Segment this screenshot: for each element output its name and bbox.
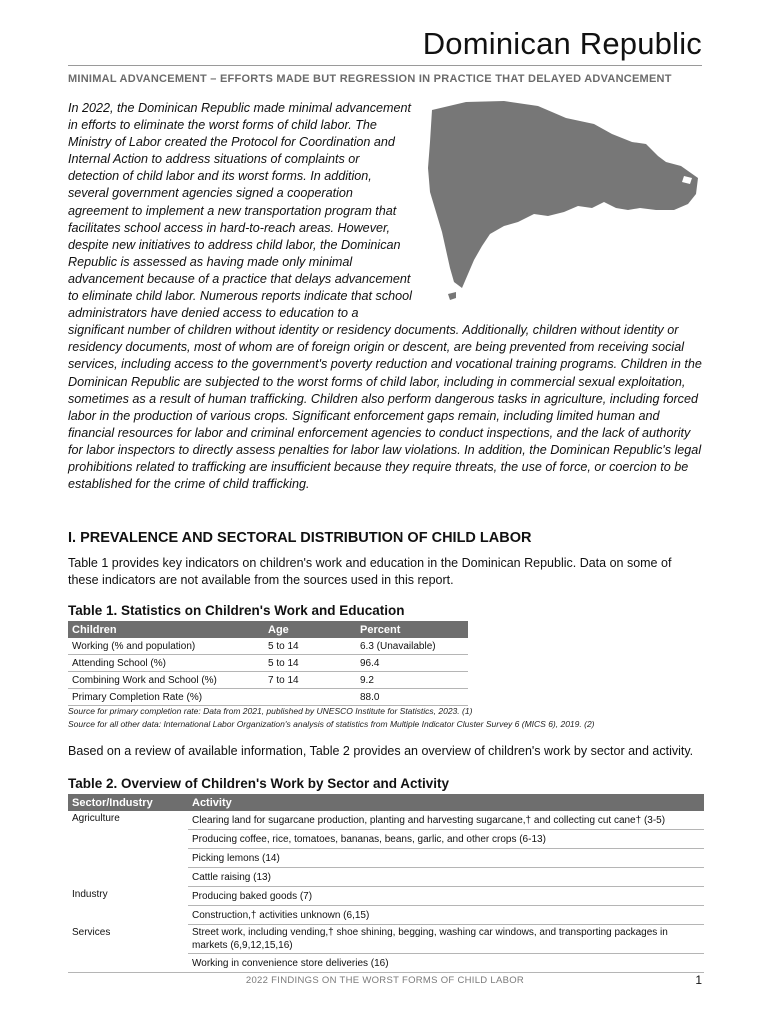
cell-percent: 6.3 (Unavailable)	[356, 638, 468, 655]
section-paragraph: Table 1 provides key indicators on children's work and education in the Dominican Republic. Data on some of these indicators are not available from the sources used in this report.	[68, 556, 672, 587]
assessment-level: MINIMAL ADVANCEMENT – EFFORTS MADE BUT REGRESSION IN PRACTICE THAT DELAYED ADVANCEMENT	[68, 73, 672, 85]
table-row	[68, 689, 468, 706]
header-children: Children	[68, 621, 264, 638]
table2-intro-paragraph: Based on a review of available information, Table 2 provides an overview of children's work by sector and activity.	[68, 744, 694, 758]
header-percent: Percent	[356, 621, 468, 638]
section-heading: I. PREVALENCE AND SECTORAL DISTRIBUTION OF CHILD LABOR	[68, 530, 532, 546]
table-row	[68, 887, 704, 906]
cell-age: 7 to 14	[264, 672, 356, 689]
header-age: Age	[264, 621, 356, 638]
cell-children: Combining Work and School (%)	[68, 672, 264, 689]
table2-title: Table 2. Overview of Children's Work by Sector and Activity	[68, 776, 450, 791]
cell-activity: Clearing land for sugarcane production, planting and harvesting sugarcane,† and collecting cut cane† (3-5)	[188, 811, 704, 830]
cell-activity: Construction,† activities unknown (6,15)	[188, 906, 704, 925]
cell-children: Attending School (%)	[68, 655, 264, 672]
table-row	[68, 638, 468, 655]
country-title: Dominican Republic	[422, 26, 702, 61]
cell-sector: Agriculture	[72, 813, 120, 824]
table1-source-other: Source for all other data: International Labor Organization's analysis of statistics from Multiple Indicator Cluster Survey 6 (MICS 6), 2019. (2)	[68, 719, 595, 729]
table-header-row	[68, 794, 704, 811]
table-header-row	[68, 621, 468, 638]
map-spacer	[412, 100, 704, 322]
table-row	[68, 672, 468, 689]
title-divider	[68, 65, 702, 66]
cell-activity: Street work, including vending,† shoe shining, begging, washing car windows, and transporting packages in markets (6,9,12,15,16)	[188, 925, 704, 954]
table-row	[68, 811, 704, 830]
table1-title: Table 1. Statistics on Children's Work and Education	[68, 603, 405, 618]
table-row	[68, 925, 704, 954]
page-number: 1	[695, 973, 702, 987]
intro-section	[68, 100, 704, 493]
cell-children: Working (% and population)	[68, 638, 264, 655]
cell-activity: Producing baked goods (7)	[188, 887, 704, 906]
sector-activity-table	[68, 794, 704, 973]
table1-source-primary: Source for primary completion rate: Data from 2021, published by UNESCO Institute for Statistics, 2023. (1)	[68, 706, 473, 716]
cell-age: 5 to 14	[264, 638, 356, 655]
header-activity: Activity	[188, 794, 704, 811]
cell-children: Primary Completion Rate (%)	[68, 689, 264, 706]
cell-percent: 88.0	[356, 689, 468, 706]
cell-activity: Producing coffee, rice, tomatoes, bananas, beans, garlic, and other crops (6-13)	[188, 830, 704, 849]
cell-percent: 9.2	[356, 672, 468, 689]
intro-paragraph: In 2022, the Dominican Republic made minimal advancement in efforts to eliminate the worst forms of child labor. The Ministry of Labor created the Protocol for Coordination and Internal Action to address situations of complaints or detection of child labor and its worst forms. In addition, several government agencies signed a cooperation agreement to implement a new transportation program that facilitates school access in hard-to-reach areas. However, despite new initiatives to address child labor, the Dominican Republic is assessed as having made only minimal advancement because of a practice that delays advancement to eliminate child labor. Numerous reports indicate that school administrators have denied access to education to a significant number of children without identity or residency documents. Additionally, children without identity or residency documents, most of whom are of foreign origin or descent, are being prevented from receiving social services, including access to the government's poverty reduction and vocational training programs. Children in the Dominican Republic are subjected to the worst forms of child labor, including in commercial sexual exploitation, sometimes as a result of human trafficking. Children also perform dangerous tasks in agriculture, including forced labor in the production of various crops. Significant enforcement gaps remain, including limited human and financial resources for labor and criminal enforcement agencies to conduct inspections, and the lack of authority for labor inspectors to directly assess penalties for labor law violations. In addition, the Dominican Republic's legal prohibitions related to trafficking are insufficient because they require threats, the use of force, or coercion to be established for the crime of child trafficking.	[68, 101, 702, 492]
cell-sector: Services	[68, 925, 188, 973]
cell-activity: Cattle raising (13)	[188, 868, 704, 887]
cell-sector: Industry	[72, 888, 108, 900]
footer-text: 2022 FINDINGS ON THE WORST FORMS OF CHILD LABOR	[245, 975, 525, 986]
cell-activity: Picking lemons (14)	[188, 849, 704, 868]
statistics-table	[68, 621, 468, 706]
cell-age	[264, 689, 356, 706]
table-row	[68, 655, 468, 672]
cell-percent: 96.4	[356, 655, 468, 672]
cell-activity: Working in convenience store deliveries (16)	[188, 954, 704, 973]
cell-age: 5 to 14	[264, 655, 356, 672]
header-sector: Sector/Industry	[68, 794, 188, 811]
